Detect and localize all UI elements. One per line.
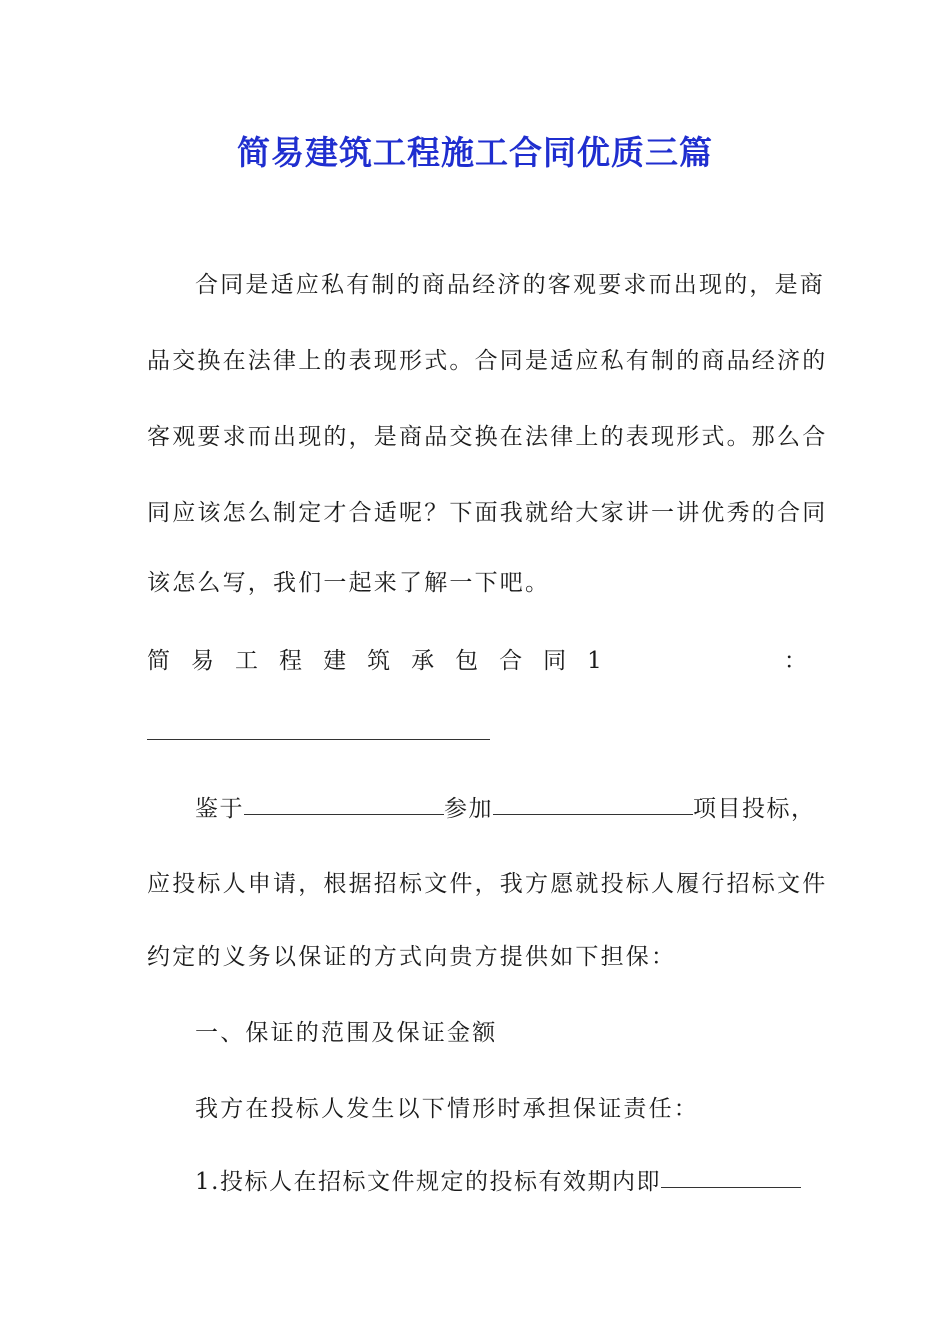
contract-heading-char: 建: [323, 648, 347, 674]
blank-field-bidder: [244, 813, 444, 815]
intro-line-4: 同应该怎么制定才合适呢？下面我就给大家讲一讲优秀的合同: [147, 500, 828, 526]
heading-gap: [623, 645, 763, 677]
list-item-1: [195, 1166, 807, 1198]
intro-line-1: 合同是适应私有制的商品经济的客观要求而出现的，是商: [195, 272, 825, 298]
contract-heading-char: 合: [499, 648, 523, 674]
list-item-1-text: 1.投标人在招标文件规定的投标有效期内即: [195, 1169, 661, 1195]
body-line-1: 应投标人申请，根据招标文件，我方愿就投标人履行招标文件: [147, 871, 828, 897]
guarantee-text-2: 参加: [444, 796, 493, 822]
blank-field-project: [493, 813, 693, 815]
intro-line-3: 客观要求而出现的，是商品交换在法律上的表现形式。那么合: [147, 424, 828, 450]
body-line-2: 约定的义务以保证的方式向贵方提供如下担保：: [147, 944, 677, 970]
intro-line-5: 该怎么写，我们一起来了解一下吧。: [147, 570, 551, 596]
contract-heading-char: 简: [147, 648, 170, 674]
contract-heading-char: 同: [543, 648, 567, 674]
contract-heading-char: 工: [235, 648, 259, 674]
blank-field-validity: [661, 1186, 801, 1188]
contract-heading-char: 包: [455, 648, 479, 674]
contract-heading-char: 易: [191, 648, 215, 674]
contract-heading-char: 1: [587, 648, 602, 674]
guarantee-line: [195, 793, 816, 825]
signature-blank-line: [147, 739, 490, 740]
intro-line-2: 品交换在法律上的表现形式。合同是适应私有制的商品经济的: [147, 348, 828, 374]
document-title: 简易建筑工程施工合同优质三篇: [237, 133, 713, 172]
guarantee-text-3: 项目投标，: [693, 796, 816, 822]
section-heading: 一、保证的范围及保证金额: [195, 1020, 498, 1046]
section-text: 我方在投标人发生以下情形时承担保证责任：: [195, 1096, 699, 1122]
contract-heading-char: 程: [279, 648, 303, 674]
contract-heading-char: 筑: [367, 648, 391, 674]
contract-heading-char: 承: [411, 648, 435, 674]
guarantee-text-1: 鉴于: [195, 796, 244, 822]
contract-heading-colon: ：: [783, 648, 807, 674]
contract-heading: [147, 645, 807, 677]
